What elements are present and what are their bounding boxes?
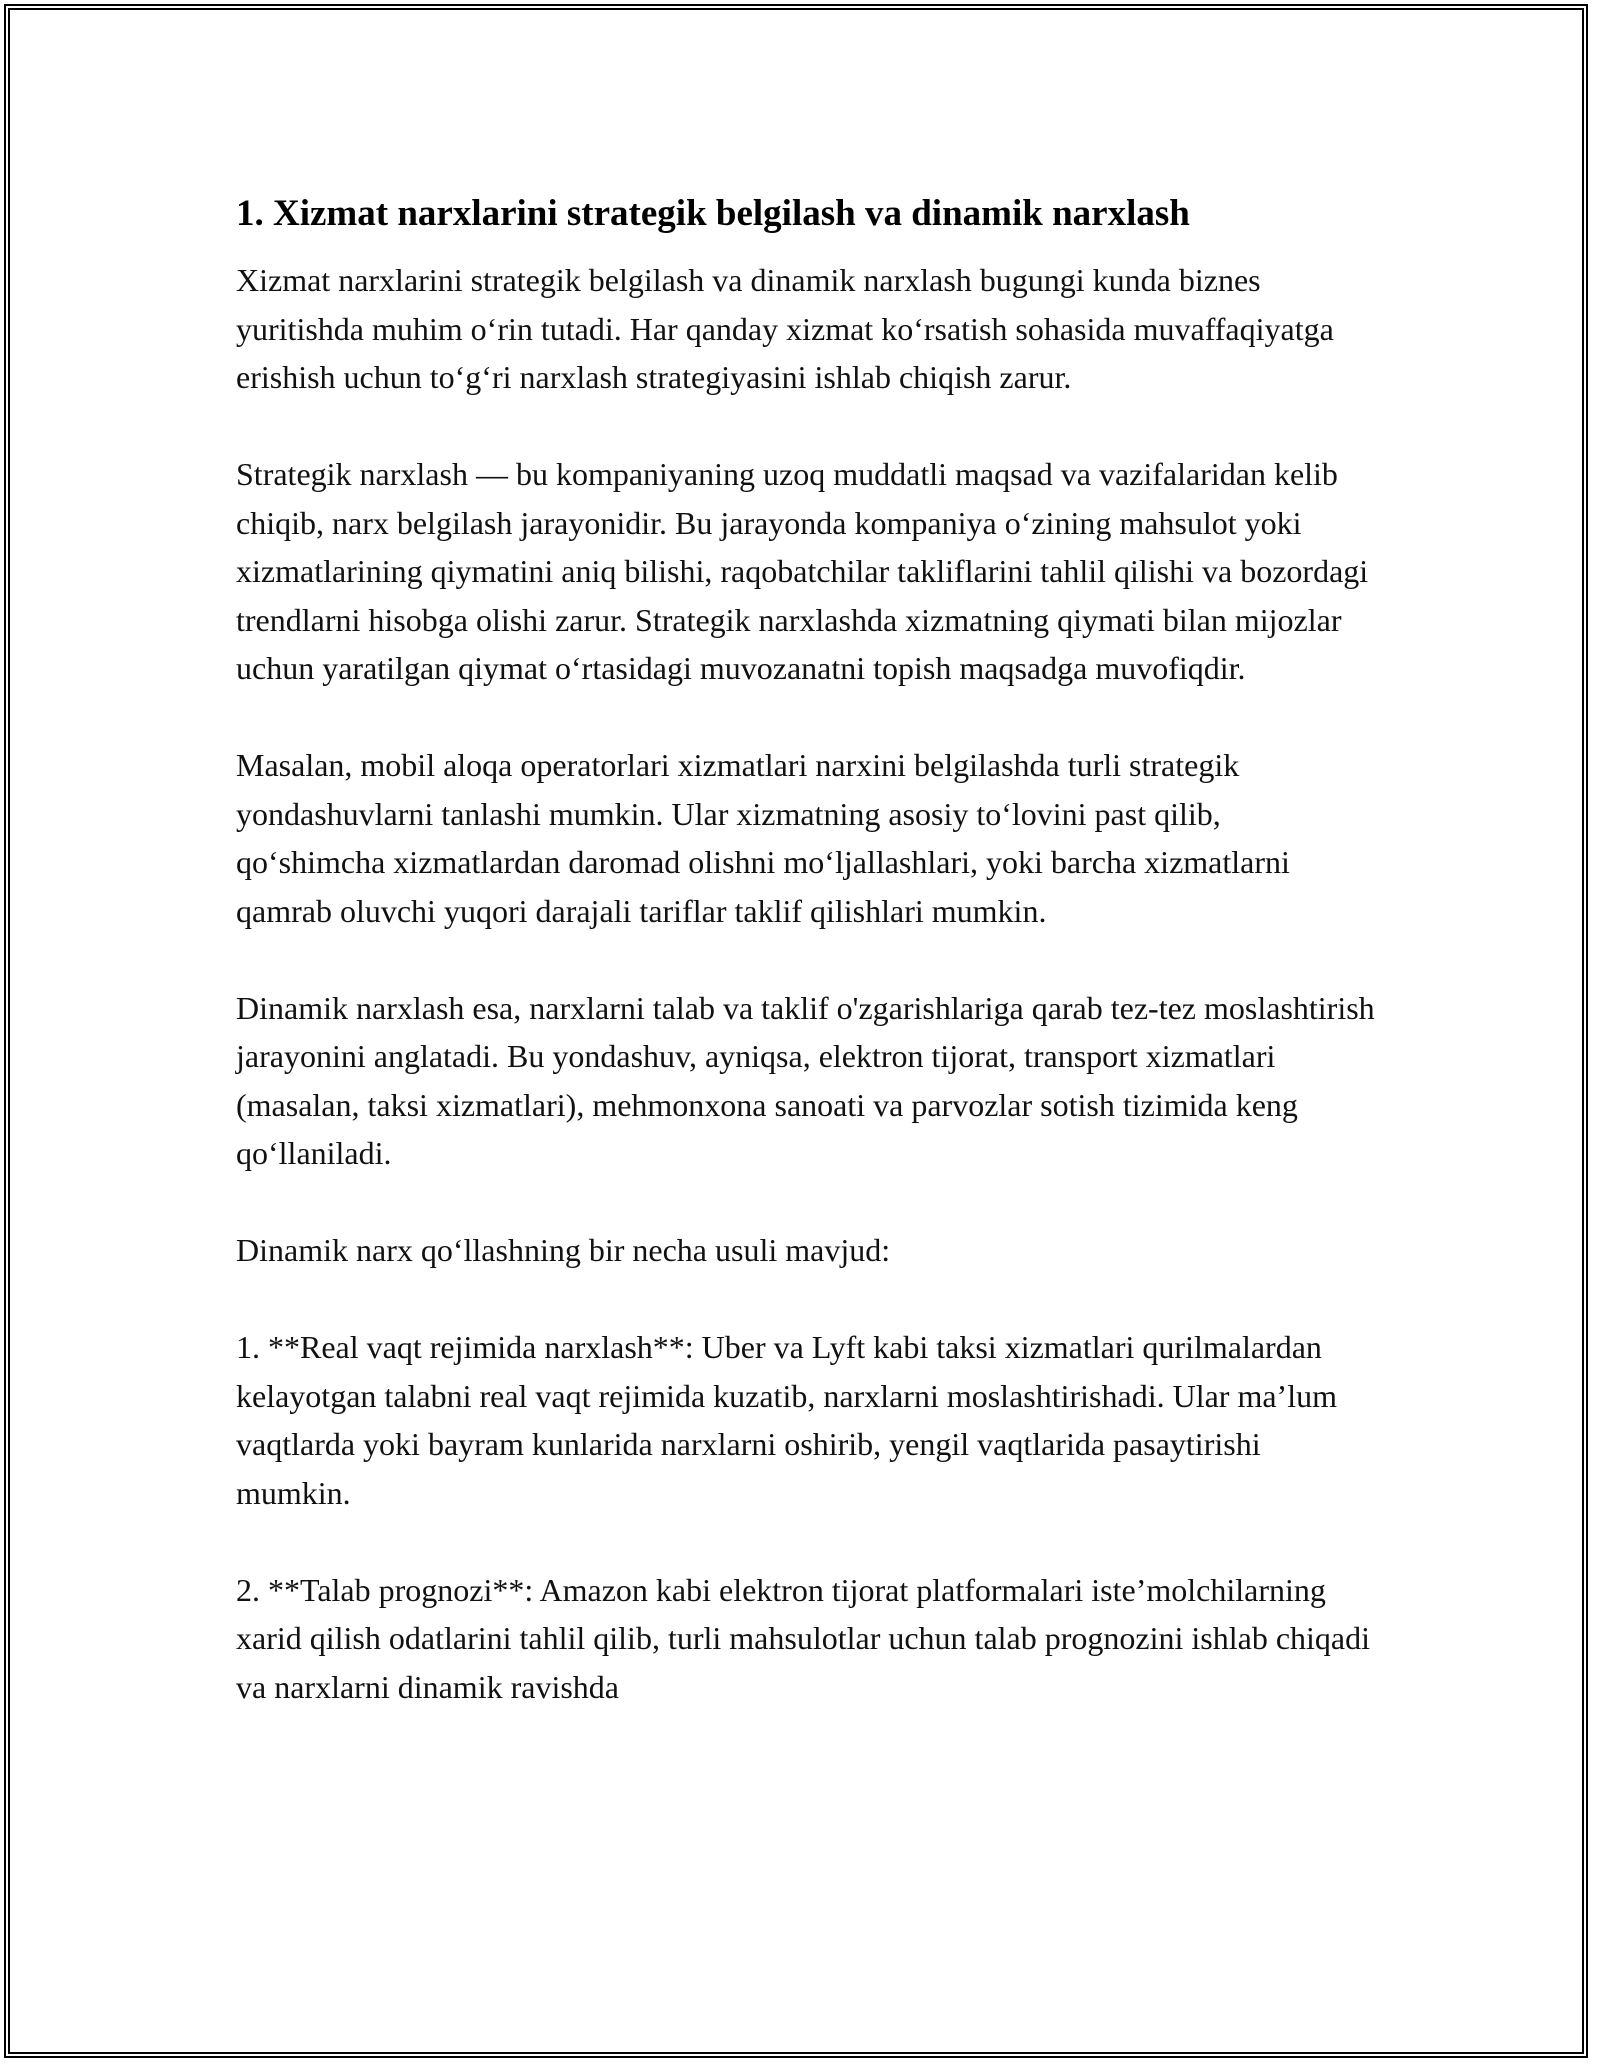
document-body [236, 186, 1376, 1760]
paragraph-strategic-pricing: Strategik narxlash — bu kompaniyaning uzoq muddatli maqsad va vazifalaridan kelib chiqib, narx belgilash jarayonidir. Bu jarayonda kompaniya oʻzining mahsulot yoki xizmatlarining qiymatini aniq bilishi, raqobatchilar takliflarini tahlil qilishi va bozordagi trendlarni hisobga olishi zarur. Strategik narxlashda xizmatning qiymati bilan mijozlar uchun yaratilgan qiymat oʻrtasidagi muvozanatni topish maqsadga muvofiqdir. [236, 456, 1369, 686]
paragraph-dynamic-pricing: Dinamik narxlash esa, narxlarni talab va taklif o'zgarishlariga qarab tez-tez moslashtirish jarayonini anglatadi. Bu yondashuv, ayniqsa, elektron tijorat, transport xizmatlari (masalan, taksi xizmatlari), mehmonxona sanoati va parvozlar sotish tizimida keng qoʻllaniladi. [236, 989, 1375, 1171]
list-item-demand-forecast: 2. **Talab prognozi**: Amazon kabi elektron tijorat platformalari iste’molchilarning xarid qilish odatlarini tahlil qilib, turli mahsulotlar uchun talab prognozini ishlab chiqadi va narxlarni dinamik ravishda [236, 1571, 1370, 1705]
paragraph-methods-intro: Dinamik narx qoʻllashning bir necha usuli mavjud: [236, 1232, 891, 1268]
paragraph-mobile-example: Masalan, mobil aloqa operatorlari xizmatlari narxini belgilashda turli strategik yondashuvlarni tanlashi mumkin. Ular xizmatning asosiy toʻlovini past qilib, qoʻshimcha xizmatlardan daromad olishni moʻljallashlari, yoki barcha xizmatlarni qamrab oluvchi yuqori darajali tariflar taklif qilishlari mumkin. [236, 747, 1290, 929]
document-title: 1. Xizmat narxlarini strategik belgilash va dinamik narxlash [236, 193, 1190, 234]
list-item-real-time: 1. **Real vaqt rejimida narxlash**: Uber va Lyft kabi taksi xizmatlari qurilmalardan kelayotgan talabni real vaqt rejimida kuzatib, narxlarni moslashtirishadi. Ular ma’lum vaqtlarda yoki bayram kunlarida narxlarni oshirib, yengil vaqtlarida pasaytirishi mumkin. [236, 1329, 1337, 1511]
paragraph-intro: Xizmat narxlarini strategik belgilash va dinamik narxlash bugungi kunda biznes yuritishda muhim oʻrin tutadi. Har qanday xizmat koʻrsatish sohasida muvaffaqiyatga erishish uchun toʻgʻri narxlash strategiyasini ishlab chiqish zarur. [236, 262, 1334, 395]
